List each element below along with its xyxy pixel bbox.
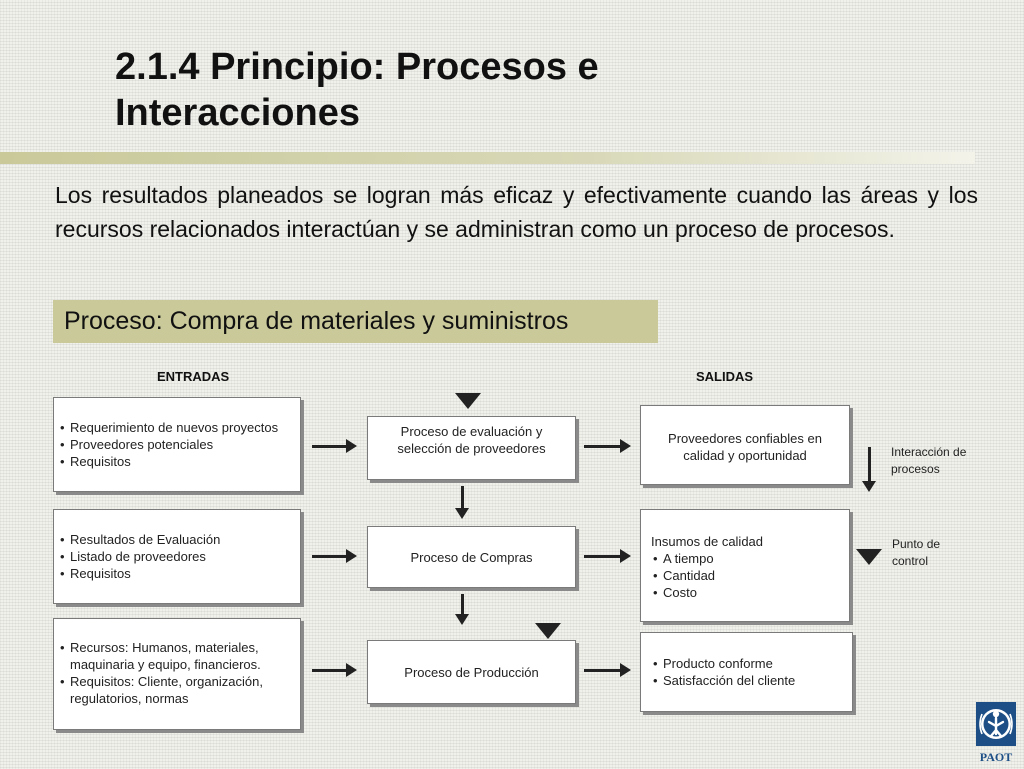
paot-logo bbox=[972, 700, 1020, 764]
arrow-input-1-to-process-1 bbox=[312, 445, 348, 448]
input-3-item: • Recursos: Humanos, materiales, maquinaria y equipo, financieros. bbox=[58, 639, 270, 673]
input-2-item: • Listado de proveedores bbox=[58, 548, 296, 565]
output-box-1 bbox=[640, 405, 850, 485]
process-box-3 bbox=[367, 640, 576, 704]
salidas-header: SALIDAS bbox=[696, 369, 754, 384]
output-2-item: • Cantidad bbox=[651, 567, 843, 584]
arrow-process-2-to-output-2 bbox=[584, 555, 622, 558]
output-2-item: • Costo bbox=[651, 584, 843, 601]
process-1-label: Proceso de evaluación y selección de proveedores bbox=[397, 424, 546, 456]
input-3-item: • Requisitos: Cliente, organización, regulatorios, normas bbox=[58, 673, 270, 707]
paot-logo-text: PAOT bbox=[979, 750, 1013, 764]
process-2-label: Proceso de Compras bbox=[410, 549, 533, 565]
output-3-item: • Satisfacción del cliente bbox=[651, 672, 846, 689]
interaction-arrow-1-to-2 bbox=[461, 486, 464, 510]
legend-control-text: Punto de control bbox=[892, 537, 941, 568]
output-box-3 bbox=[640, 632, 853, 712]
process-box-1 bbox=[367, 416, 576, 480]
interaction-arrow-2-to-3 bbox=[461, 594, 464, 616]
process-box-2 bbox=[367, 526, 576, 588]
output-3-item: • Producto conforme bbox=[651, 655, 846, 672]
input-2-item: • Requisitos bbox=[58, 565, 296, 582]
arrow-input-3-to-process-3 bbox=[312, 669, 348, 672]
paot-logo-mark bbox=[972, 700, 1020, 764]
input-1-item: • Proveedores potenciales bbox=[58, 436, 296, 453]
output-2-heading: Insumos de calidad bbox=[651, 534, 764, 549]
control-point-marker bbox=[455, 393, 481, 409]
title-underline-bar bbox=[0, 152, 975, 164]
slide-title: 2.1.4 Principio: Procesos e Interacciones bbox=[115, 46, 599, 134]
input-box-1 bbox=[53, 397, 301, 492]
arrow-process-1-to-output-1 bbox=[584, 445, 622, 448]
input-1-item: • Requerimiento de nuevos proyectos bbox=[58, 419, 296, 436]
output-2-item: • A tiempo bbox=[651, 550, 843, 567]
input-1-item: • Requisitos bbox=[58, 453, 296, 470]
output-box-2 bbox=[640, 509, 850, 622]
control-point-marker bbox=[535, 623, 561, 639]
process-3-label: Proceso de Producción bbox=[404, 664, 539, 680]
legend-interaction-arrow bbox=[868, 447, 871, 483]
entradas-header: ENTRADAS bbox=[157, 369, 230, 384]
intro-paragraph: Los resultados planeados se logran más eficaz y efectivamente cuando las áreas y los recursos relacionados interactúan y se administran como un proceso de procesos. bbox=[55, 182, 978, 242]
legend-control-triangle bbox=[856, 549, 882, 565]
input-box-3 bbox=[53, 618, 301, 730]
arrow-input-2-to-process-2 bbox=[312, 555, 348, 558]
legend-interaction-text: Interacción de procesos bbox=[891, 445, 967, 476]
process-label: Proceso: Compra de materiales y suministros bbox=[53, 300, 658, 343]
input-box-2 bbox=[53, 509, 301, 604]
output-1-text: Proveedores confiables en calidad y oportunidad bbox=[668, 431, 822, 463]
input-2-item: • Resultados de Evaluación bbox=[58, 531, 296, 548]
arrow-process-3-to-output-3 bbox=[584, 669, 622, 672]
